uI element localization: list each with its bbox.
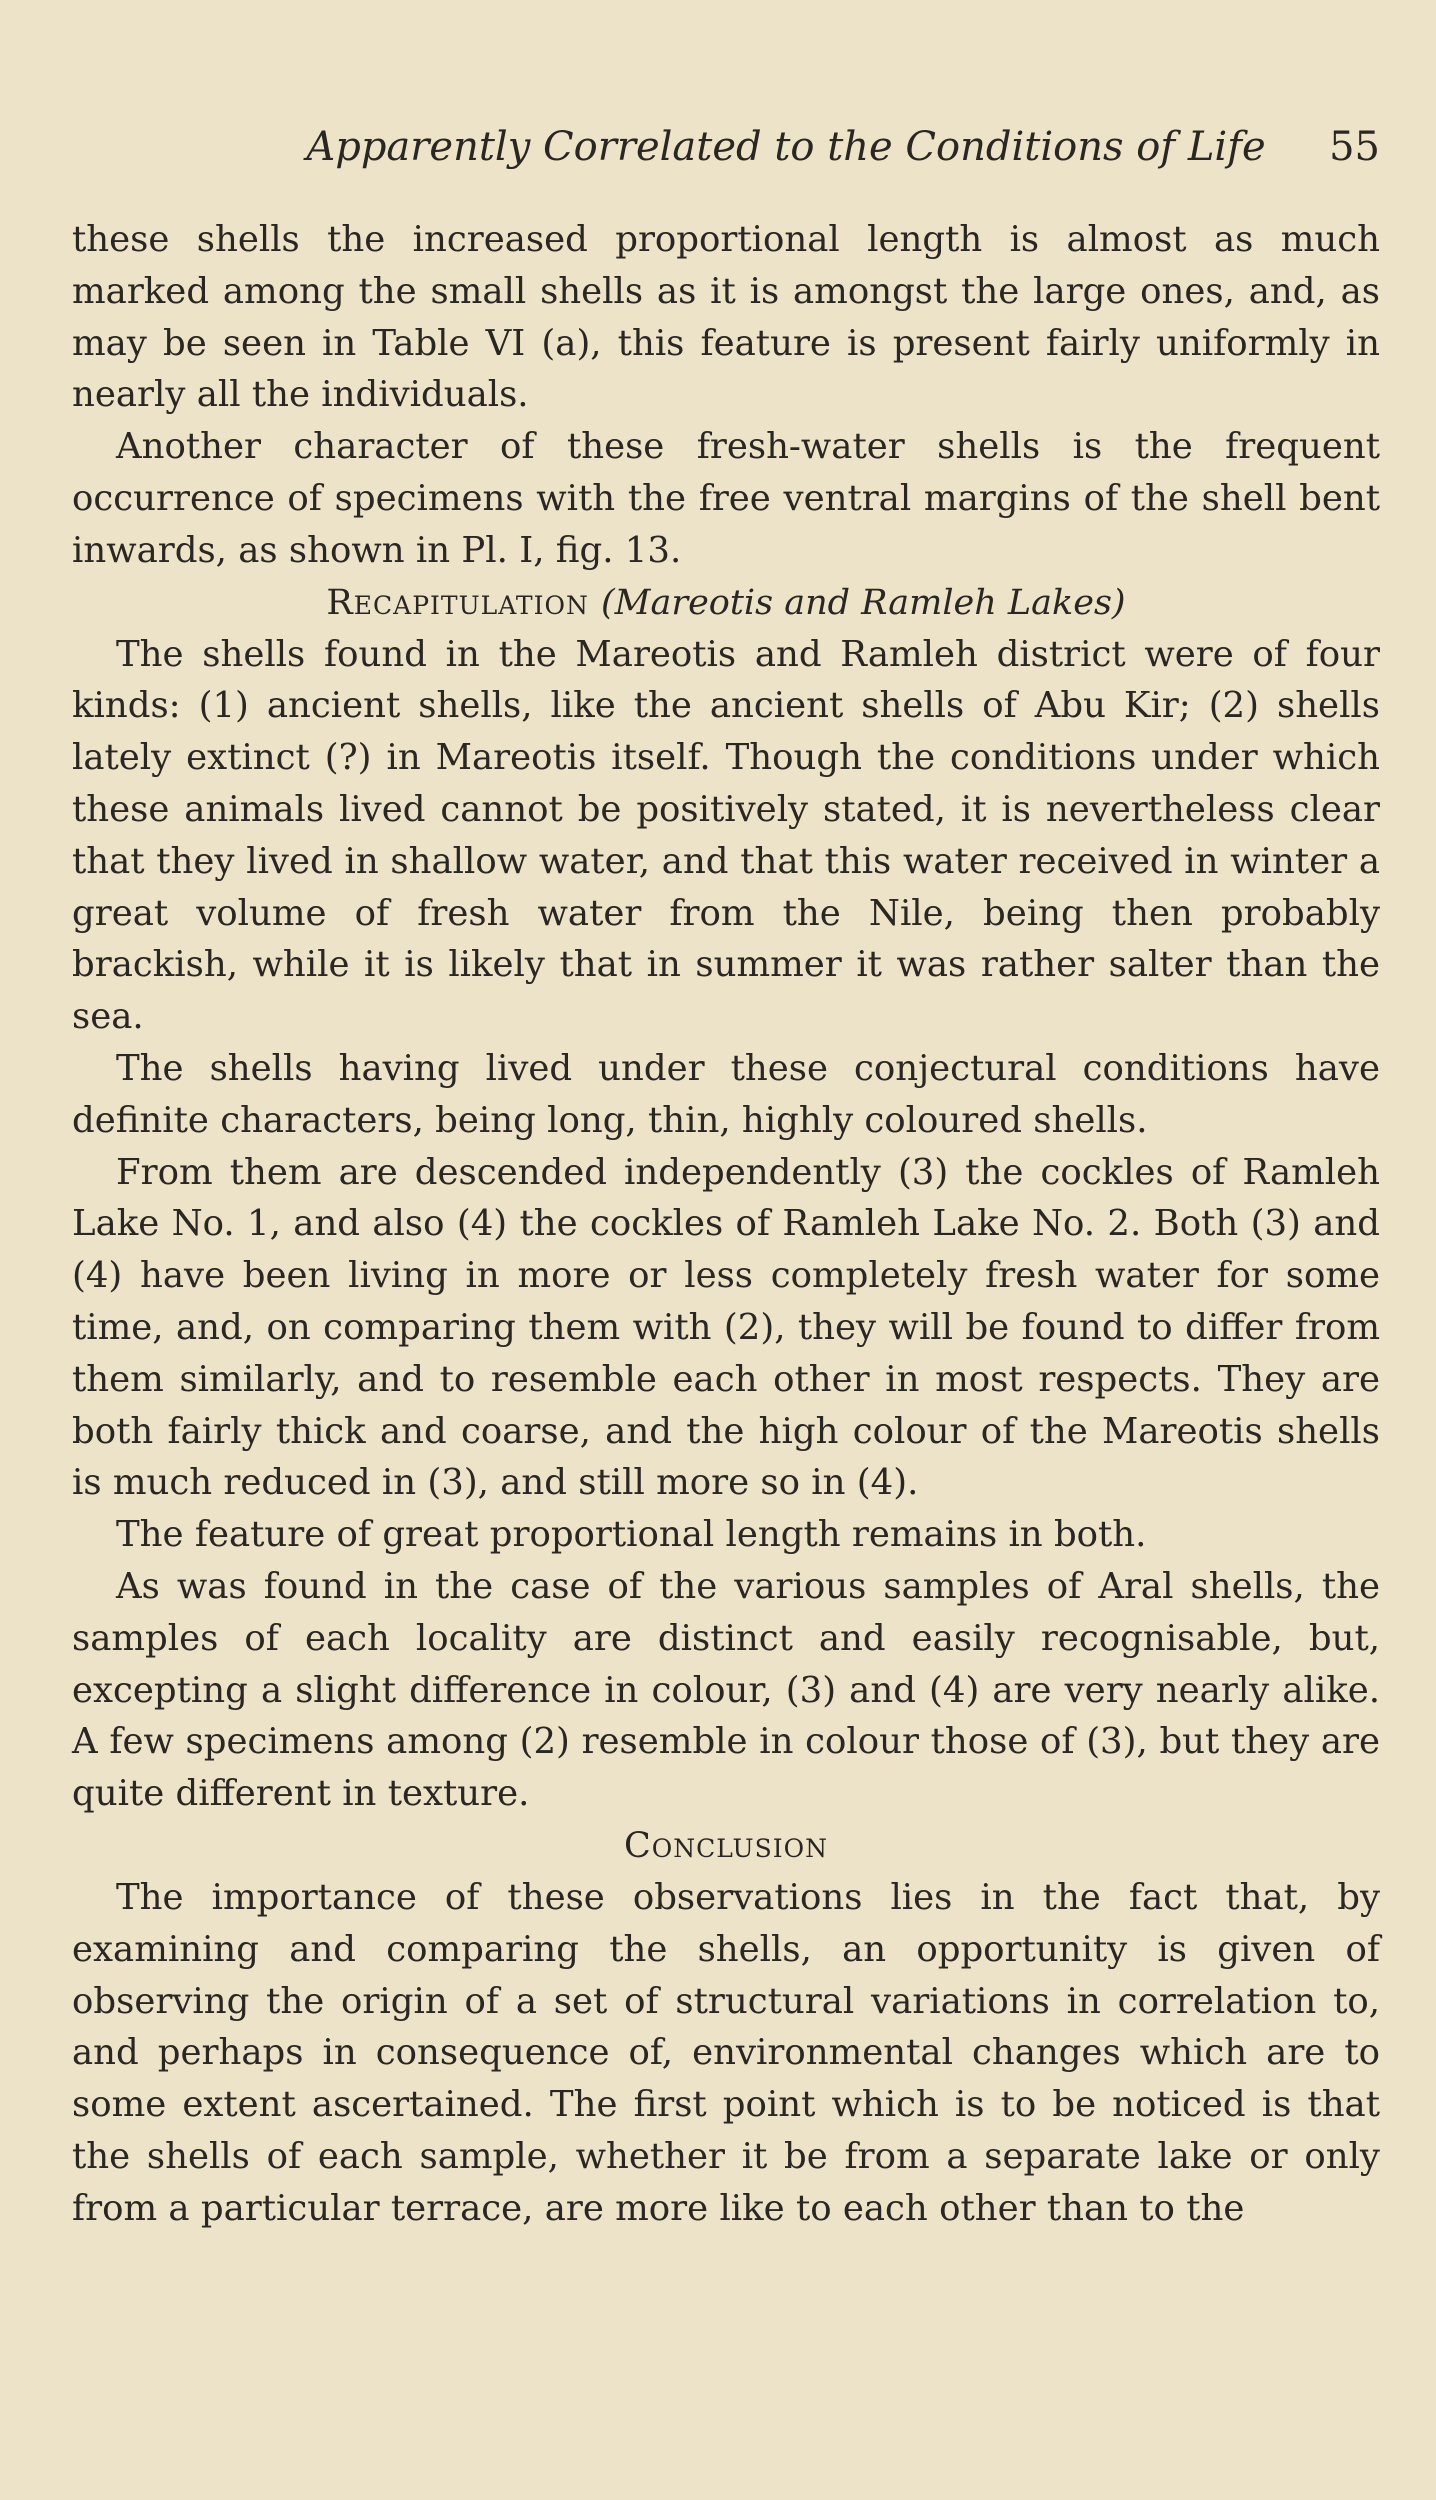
body-text [72,214,1380,2234]
section-heading-conclusion [72,1820,1380,1872]
paragraph: The importance of these observations lies in the fact that, by examining and comparing the shells, an opportunity is given of observing the origin of a set of structural variations in correlation to, and perhaps in consequence of, environmental changes which are to some extent ascertained. The first point which is to be noticed is that the shells of each sample, whether it be from a separate lake or only from a particular terrace, are more like to each other than to the [72,1876,1380,2229]
section-heading-recapitulation [72,577,1380,629]
paragraph: Another character of these fresh-water shells is the frequent occurrence of specimens with the free ventral margins of the shell bent inwards, as shown in Pl. I, fig. 13. [72,426,1380,571]
book-page [72,110,1380,2234]
running-title: Apparently Correlated to the Conditions of Life [306,124,1266,170]
paragraph: The feature of great proportional length remains in both. [116,1514,1147,1556]
recapitulation-heading: Recapitulation [326,582,589,623]
paragraph: The shells having lived under these conjectural conditions have definite characters, being long, thin, highly coloured shells. [72,1047,1380,1141]
paragraph: From them are descended independently (3) the cockles of Ramleh Lake No. 1, and also (4) the cockles of Ramleh Lake No. 2. Both (3) and (4) have been living in more or less completely fresh water for some time, and, on comparing them with (2), they will be found to differ from them similarly, and to resemble each other in most respects. They are both fairly thick and coarse, and the high colour of the Mareotis shells is much reduced in (3), and still more so in (4). [72,1151,1380,1504]
paragraph-continued: these shells the increased proportional length is almost as much marked among the small shells as it is amongst the large ones, and, as may be seen in Table VI (a), this feature is present fairly uniformly in nearly all the individuals. [72,219,1380,416]
conclusion-heading: Conclusion [624,1825,828,1866]
running-head [72,110,1380,190]
page-number: 55 [1329,124,1380,170]
paragraph: The shells found in the Mareotis and Ramleh district were of four kinds: (1) ancient shells, like the ancient shells of Abu Kir; (2) shells lately extinct (?) in Mareotis itself. Though the conditions under which these animals lived cannot be positively stated, it is nevertheless clear that they lived in shallow water, and that this water received in winter a great volume of fresh water from the Nile, being then probably brackish, while it is likely that in summer it was rather salter than the sea. [72,633,1380,1038]
paragraph: As was found in the case of the various samples of Aral shells, the samples of each locality are distinct and easily recognisable, but, excepting a slight difference in colour, (3) and (4) are very nearly alike. A few specimens among (2) resemble in colour those of (3), but they are quite different in texture. [72,1565,1380,1815]
recapitulation-subheading: (Mareotis and Ramleh Lakes) [600,582,1126,623]
